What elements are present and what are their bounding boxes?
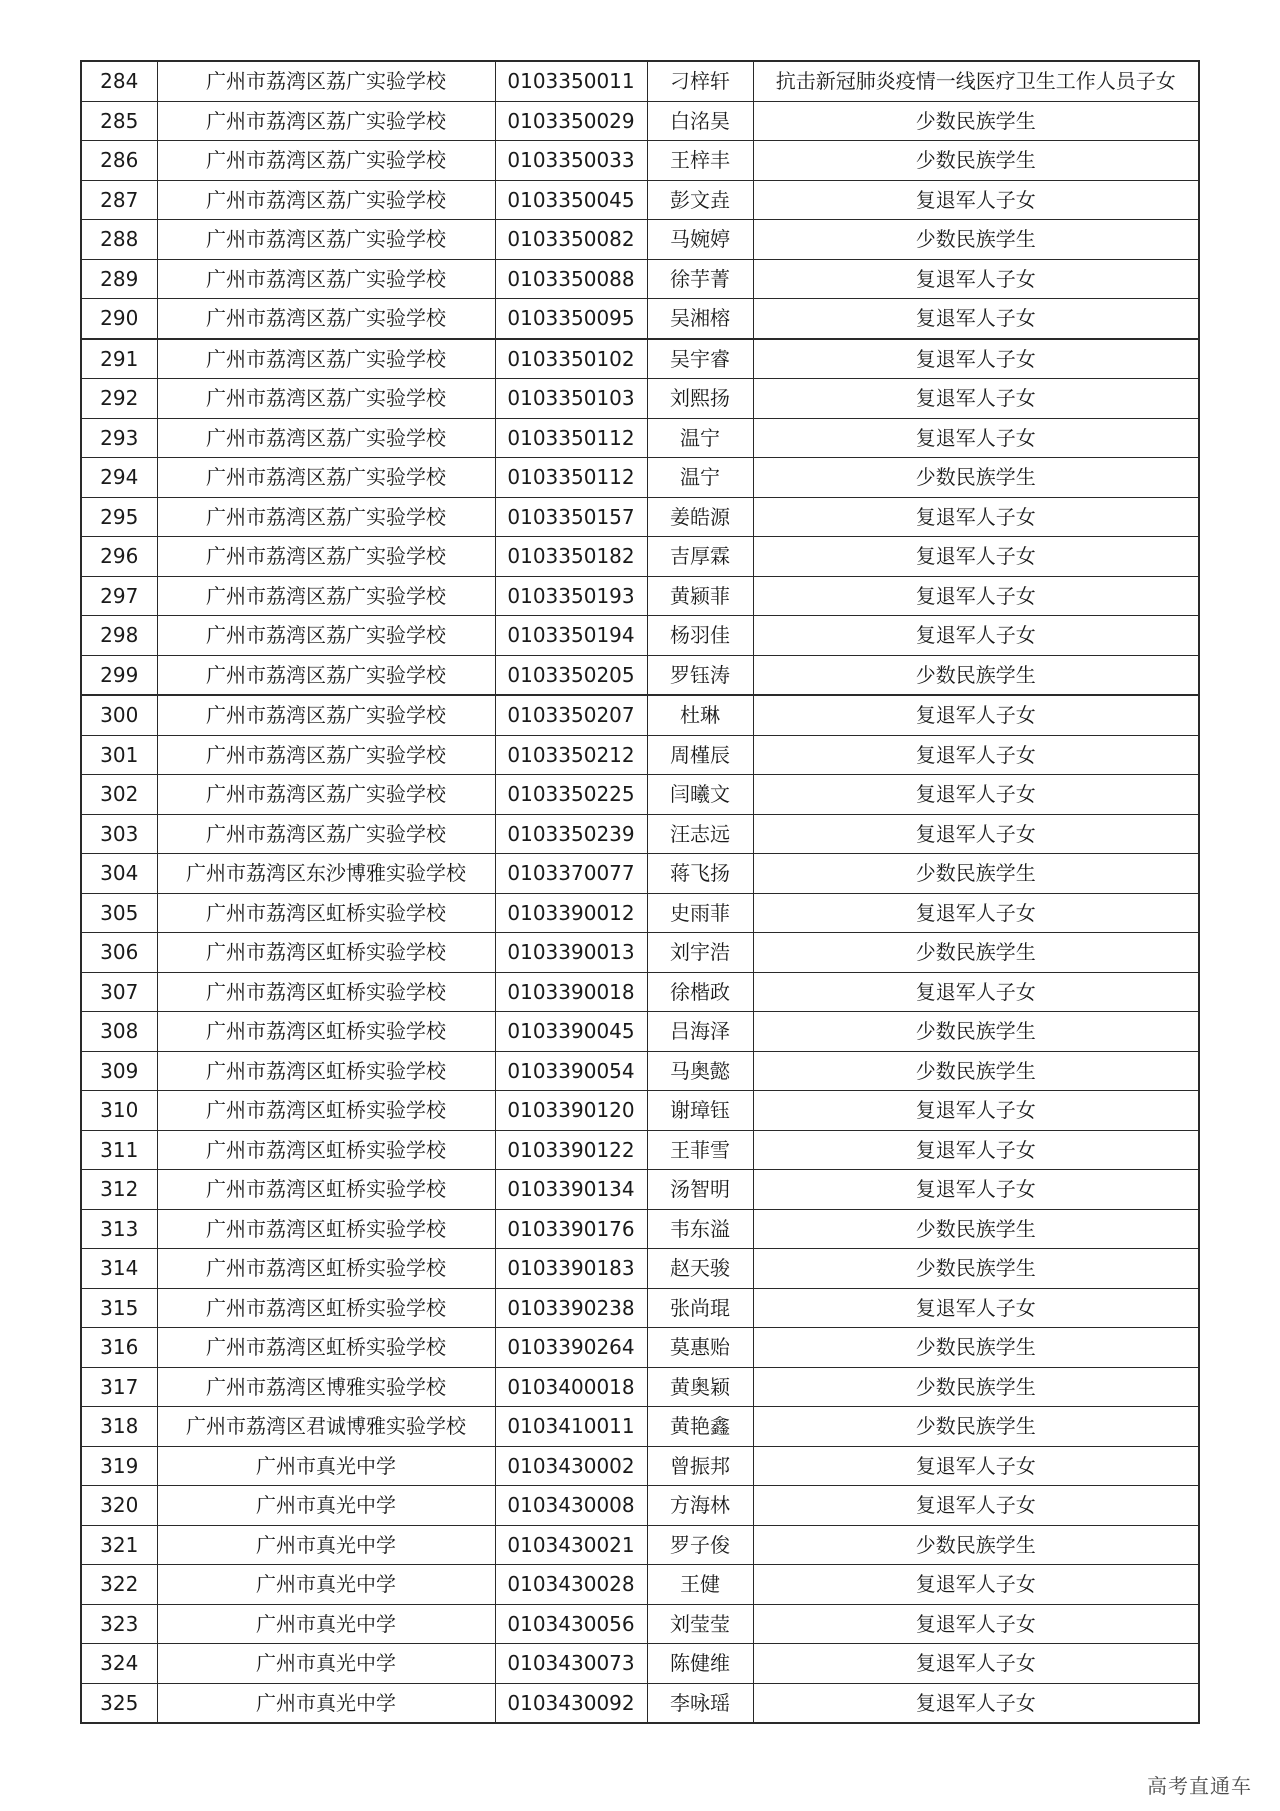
school-cell: 广州市荔湾区荔广实验学校 xyxy=(157,814,495,854)
school-cell: 广州市荔湾区荔广实验学校 xyxy=(157,339,495,379)
student-name-cell: 罗钰涛 xyxy=(647,655,753,695)
category-cell: 复退军人子女 xyxy=(753,576,1199,616)
category-cell: 复退军人子女 xyxy=(753,1486,1199,1526)
table-row xyxy=(81,576,1199,616)
category-cell: 复退军人子女 xyxy=(753,1565,1199,1605)
student-list-body xyxy=(81,61,1199,1723)
student-name-cell: 汤智明 xyxy=(647,1170,753,1210)
table-row xyxy=(81,1446,1199,1486)
row-number-cell: 297 xyxy=(81,576,157,616)
student-id-cell: 0103390054 xyxy=(495,1051,647,1091)
category-cell: 复退军人子女 xyxy=(753,180,1199,220)
student-id-cell: 0103350103 xyxy=(495,379,647,419)
school-cell: 广州市真光中学 xyxy=(157,1683,495,1723)
table-row xyxy=(81,1091,1199,1131)
category-cell: 少数民族学生 xyxy=(753,101,1199,141)
row-number-cell: 311 xyxy=(81,1130,157,1170)
student-name-cell: 姜皓源 xyxy=(647,497,753,537)
school-cell: 广州市荔湾区荔广实验学校 xyxy=(157,299,495,339)
student-name-cell: 韦东溢 xyxy=(647,1209,753,1249)
row-number-cell: 306 xyxy=(81,933,157,973)
row-number-cell: 301 xyxy=(81,735,157,775)
school-cell: 广州市荔湾区虹桥实验学校 xyxy=(157,972,495,1012)
category-cell: 复退军人子女 xyxy=(753,616,1199,656)
row-number-cell: 298 xyxy=(81,616,157,656)
table-row xyxy=(81,259,1199,299)
table-row xyxy=(81,1012,1199,1052)
table-row xyxy=(81,854,1199,894)
row-number-cell: 322 xyxy=(81,1565,157,1605)
school-cell: 广州市荔湾区荔广实验学校 xyxy=(157,458,495,498)
student-id-cell: 0103370077 xyxy=(495,854,647,894)
row-number-cell: 304 xyxy=(81,854,157,894)
category-cell: 复退军人子女 xyxy=(753,893,1199,933)
school-cell: 广州市荔湾区荔广实验学校 xyxy=(157,497,495,537)
student-id-cell: 0103350082 xyxy=(495,220,647,260)
student-name-cell: 蒋飞扬 xyxy=(647,854,753,894)
student-name-cell: 刘熙扬 xyxy=(647,379,753,419)
row-number-cell: 289 xyxy=(81,259,157,299)
student-id-cell: 0103350095 xyxy=(495,299,647,339)
table-row xyxy=(81,1525,1199,1565)
table-row xyxy=(81,299,1199,339)
student-name-cell: 谢璋钰 xyxy=(647,1091,753,1131)
category-cell: 少数民族学生 xyxy=(753,1209,1199,1249)
school-cell: 广州市荔湾区荔广实验学校 xyxy=(157,379,495,419)
student-id-cell: 0103350194 xyxy=(495,616,647,656)
row-number-cell: 303 xyxy=(81,814,157,854)
student-name-cell: 罗子俊 xyxy=(647,1525,753,1565)
row-number-cell: 290 xyxy=(81,299,157,339)
student-name-cell: 吴宇睿 xyxy=(647,339,753,379)
category-cell: 少数民族学生 xyxy=(753,1407,1199,1447)
student-name-cell: 马婉婷 xyxy=(647,220,753,260)
category-cell: 复退军人子女 xyxy=(753,1644,1199,1684)
table-row xyxy=(81,220,1199,260)
school-cell: 广州市荔湾区荔广实验学校 xyxy=(157,616,495,656)
row-number-cell: 284 xyxy=(81,61,157,101)
student-name-cell: 莫惠贻 xyxy=(647,1328,753,1368)
student-id-cell: 0103390134 xyxy=(495,1170,647,1210)
student-name-cell: 黄颍菲 xyxy=(647,576,753,616)
category-cell: 复退军人子女 xyxy=(753,418,1199,458)
row-number-cell: 318 xyxy=(81,1407,157,1447)
row-number-cell: 308 xyxy=(81,1012,157,1052)
row-number-cell: 325 xyxy=(81,1683,157,1723)
student-name-cell: 吴湘榕 xyxy=(647,299,753,339)
table-row xyxy=(81,1367,1199,1407)
school-cell: 广州市荔湾区荔广实验学校 xyxy=(157,537,495,577)
row-number-cell: 323 xyxy=(81,1604,157,1644)
student-name-cell: 彭文垚 xyxy=(647,180,753,220)
student-name-cell: 温宁 xyxy=(647,458,753,498)
school-cell: 广州市荔湾区荔广实验学校 xyxy=(157,220,495,260)
category-cell: 复退军人子女 xyxy=(753,1288,1199,1328)
row-number-cell: 294 xyxy=(81,458,157,498)
row-number-cell: 314 xyxy=(81,1249,157,1289)
table-row xyxy=(81,972,1199,1012)
student-id-cell: 0103390045 xyxy=(495,1012,647,1052)
table-row xyxy=(81,497,1199,537)
table-row xyxy=(81,61,1199,101)
category-cell: 复退军人子女 xyxy=(753,1091,1199,1131)
table-row xyxy=(81,655,1199,695)
row-number-cell: 295 xyxy=(81,497,157,537)
table-row xyxy=(81,1328,1199,1368)
student-name-cell: 陈健维 xyxy=(647,1644,753,1684)
category-cell: 少数民族学生 xyxy=(753,1051,1199,1091)
school-cell: 广州市荔湾区荔广实验学校 xyxy=(157,735,495,775)
row-number-cell: 321 xyxy=(81,1525,157,1565)
row-number-cell: 312 xyxy=(81,1170,157,1210)
student-name-cell: 曾振邦 xyxy=(647,1446,753,1486)
table-row xyxy=(81,616,1199,656)
student-id-cell: 0103430056 xyxy=(495,1604,647,1644)
student-id-cell: 0103350088 xyxy=(495,259,647,299)
table-row xyxy=(81,418,1199,458)
table-row xyxy=(81,458,1199,498)
student-name-cell: 白洺昊 xyxy=(647,101,753,141)
student-id-cell: 0103430092 xyxy=(495,1683,647,1723)
school-cell: 广州市荔湾区虹桥实验学校 xyxy=(157,893,495,933)
category-cell: 复退军人子女 xyxy=(753,814,1199,854)
student-id-cell: 0103350029 xyxy=(495,101,647,141)
student-id-cell: 0103350157 xyxy=(495,497,647,537)
category-cell: 复退军人子女 xyxy=(753,537,1199,577)
table-row xyxy=(81,1644,1199,1684)
student-id-cell: 0103390183 xyxy=(495,1249,647,1289)
school-cell: 广州市荔湾区荔广实验学校 xyxy=(157,695,495,735)
student-id-cell: 0103430002 xyxy=(495,1446,647,1486)
table-row xyxy=(81,933,1199,973)
table-row xyxy=(81,1604,1199,1644)
school-cell: 广州市荔湾区荔广实验学校 xyxy=(157,418,495,458)
school-cell: 广州市荔湾区虹桥实验学校 xyxy=(157,1288,495,1328)
category-cell: 少数民族学生 xyxy=(753,458,1199,498)
table-row xyxy=(81,735,1199,775)
category-cell: 少数民族学生 xyxy=(753,1249,1199,1289)
row-number-cell: 302 xyxy=(81,775,157,815)
student-list-table xyxy=(80,60,1200,1724)
category-cell: 复退军人子女 xyxy=(753,259,1199,299)
table-row xyxy=(81,1170,1199,1210)
category-cell: 复退军人子女 xyxy=(753,1130,1199,1170)
student-name-cell: 王健 xyxy=(647,1565,753,1605)
school-cell: 广州市荔湾区虹桥实验学校 xyxy=(157,1012,495,1052)
row-number-cell: 320 xyxy=(81,1486,157,1526)
row-number-cell: 287 xyxy=(81,180,157,220)
table-row xyxy=(81,141,1199,181)
student-id-cell: 0103390122 xyxy=(495,1130,647,1170)
student-name-cell: 赵天骏 xyxy=(647,1249,753,1289)
student-id-cell: 0103350033 xyxy=(495,141,647,181)
student-name-cell: 方海林 xyxy=(647,1486,753,1526)
school-cell: 广州市荔湾区虹桥实验学校 xyxy=(157,1051,495,1091)
student-id-cell: 0103350112 xyxy=(495,418,647,458)
category-cell: 复退军人子女 xyxy=(753,1604,1199,1644)
student-name-cell: 闫曦文 xyxy=(647,775,753,815)
category-cell: 复退军人子女 xyxy=(753,972,1199,1012)
row-number-cell: 293 xyxy=(81,418,157,458)
student-name-cell: 史雨菲 xyxy=(647,893,753,933)
student-id-cell: 0103350205 xyxy=(495,655,647,695)
student-id-cell: 0103400018 xyxy=(495,1367,647,1407)
school-cell: 广州市真光中学 xyxy=(157,1604,495,1644)
student-id-cell: 0103350102 xyxy=(495,339,647,379)
table-row xyxy=(81,1486,1199,1526)
school-cell: 广州市荔湾区虹桥实验学校 xyxy=(157,1130,495,1170)
student-id-cell: 0103430028 xyxy=(495,1565,647,1605)
row-number-cell: 292 xyxy=(81,379,157,419)
row-number-cell: 317 xyxy=(81,1367,157,1407)
student-id-cell: 0103350045 xyxy=(495,180,647,220)
student-name-cell: 黄奥颖 xyxy=(647,1367,753,1407)
row-number-cell: 291 xyxy=(81,339,157,379)
row-number-cell: 316 xyxy=(81,1328,157,1368)
student-id-cell: 0103390238 xyxy=(495,1288,647,1328)
student-name-cell: 刘莹莹 xyxy=(647,1604,753,1644)
student-id-cell: 0103350212 xyxy=(495,735,647,775)
school-cell: 广州市荔湾区博雅实验学校 xyxy=(157,1367,495,1407)
school-cell: 广州市荔湾区虹桥实验学校 xyxy=(157,1170,495,1210)
student-name-cell: 杨羽佳 xyxy=(647,616,753,656)
row-number-cell: 300 xyxy=(81,695,157,735)
category-cell: 复退军人子女 xyxy=(753,735,1199,775)
student-name-cell: 温宁 xyxy=(647,418,753,458)
school-cell: 广州市荔湾区东沙博雅实验学校 xyxy=(157,854,495,894)
table-row xyxy=(81,537,1199,577)
table-row xyxy=(81,695,1199,735)
school-cell: 广州市荔湾区荔广实验学校 xyxy=(157,576,495,616)
student-name-cell: 吉厚霖 xyxy=(647,537,753,577)
category-cell: 少数民族学生 xyxy=(753,854,1199,894)
category-cell: 少数民族学生 xyxy=(753,1367,1199,1407)
school-cell: 广州市荔湾区荔广实验学校 xyxy=(157,61,495,101)
student-id-cell: 0103350225 xyxy=(495,775,647,815)
category-cell: 复退军人子女 xyxy=(753,695,1199,735)
student-name-cell: 汪志远 xyxy=(647,814,753,854)
student-id-cell: 0103390012 xyxy=(495,893,647,933)
row-number-cell: 319 xyxy=(81,1446,157,1486)
school-cell: 广州市荔湾区荔广实验学校 xyxy=(157,775,495,815)
student-id-cell: 0103350011 xyxy=(495,61,647,101)
student-id-cell: 0103430073 xyxy=(495,1644,647,1684)
student-name-cell: 王梓丰 xyxy=(647,141,753,181)
student-id-cell: 0103390013 xyxy=(495,933,647,973)
row-number-cell: 309 xyxy=(81,1051,157,1091)
school-cell: 广州市荔湾区荔广实验学校 xyxy=(157,141,495,181)
category-cell: 复退军人子女 xyxy=(753,1683,1199,1723)
row-number-cell: 324 xyxy=(81,1644,157,1684)
student-name-cell: 周槿辰 xyxy=(647,735,753,775)
student-name-cell: 李咏瑶 xyxy=(647,1683,753,1723)
table-row xyxy=(81,180,1199,220)
student-name-cell: 吕海泽 xyxy=(647,1012,753,1052)
category-cell: 复退军人子女 xyxy=(753,379,1199,419)
category-cell: 复退军人子女 xyxy=(753,497,1199,537)
student-id-cell: 0103390120 xyxy=(495,1091,647,1131)
student-name-cell: 刘宇浩 xyxy=(647,933,753,973)
student-id-cell: 0103390264 xyxy=(495,1328,647,1368)
student-id-cell: 0103410011 xyxy=(495,1407,647,1447)
category-cell: 少数民族学生 xyxy=(753,220,1199,260)
row-number-cell: 288 xyxy=(81,220,157,260)
student-name-cell: 杜琳 xyxy=(647,695,753,735)
student-id-cell: 0103430008 xyxy=(495,1486,647,1526)
row-number-cell: 313 xyxy=(81,1209,157,1249)
student-id-cell: 0103350239 xyxy=(495,814,647,854)
table-row xyxy=(81,1407,1199,1447)
school-cell: 广州市真光中学 xyxy=(157,1644,495,1684)
table-row xyxy=(81,1565,1199,1605)
student-id-cell: 0103350193 xyxy=(495,576,647,616)
category-cell: 少数民族学生 xyxy=(753,933,1199,973)
student-name-cell: 徐芋菁 xyxy=(647,259,753,299)
row-number-cell: 286 xyxy=(81,141,157,181)
school-cell: 广州市荔湾区虹桥实验学校 xyxy=(157,1209,495,1249)
category-cell: 复退军人子女 xyxy=(753,775,1199,815)
category-cell: 抗击新冠肺炎疫情一线医疗卫生工作人员子女 xyxy=(753,61,1199,101)
table-row xyxy=(81,101,1199,141)
table-row xyxy=(81,1683,1199,1723)
student-name-cell: 马奥懿 xyxy=(647,1051,753,1091)
table-row xyxy=(81,893,1199,933)
student-id-cell: 0103430021 xyxy=(495,1525,647,1565)
school-cell: 广州市真光中学 xyxy=(157,1525,495,1565)
student-id-cell: 0103350207 xyxy=(495,695,647,735)
category-cell: 少数民族学生 xyxy=(753,141,1199,181)
category-cell: 复退军人子女 xyxy=(753,1170,1199,1210)
school-cell: 广州市荔湾区荔广实验学校 xyxy=(157,180,495,220)
table-row xyxy=(81,775,1199,815)
student-id-cell: 0103390176 xyxy=(495,1209,647,1249)
student-name-cell: 刁梓轩 xyxy=(647,61,753,101)
table-row xyxy=(81,1288,1199,1328)
school-cell: 广州市荔湾区虹桥实验学校 xyxy=(157,1091,495,1131)
school-cell: 广州市荔湾区虹桥实验学校 xyxy=(157,1328,495,1368)
category-cell: 复退军人子女 xyxy=(753,299,1199,339)
school-cell: 广州市真光中学 xyxy=(157,1446,495,1486)
table-row xyxy=(81,1051,1199,1091)
row-number-cell: 315 xyxy=(81,1288,157,1328)
row-number-cell: 305 xyxy=(81,893,157,933)
school-cell: 广州市荔湾区虹桥实验学校 xyxy=(157,1249,495,1289)
school-cell: 广州市真光中学 xyxy=(157,1565,495,1605)
watermark-text: 高考直通车 xyxy=(1147,1774,1252,1798)
student-name-cell: 王菲雪 xyxy=(647,1130,753,1170)
student-id-cell: 0103350112 xyxy=(495,458,647,498)
school-cell: 广州市荔湾区虹桥实验学校 xyxy=(157,933,495,973)
table-row xyxy=(81,1209,1199,1249)
school-cell: 广州市荔湾区君诚博雅实验学校 xyxy=(157,1407,495,1447)
student-name-cell: 张尚琨 xyxy=(647,1288,753,1328)
student-id-cell: 0103350182 xyxy=(495,537,647,577)
school-cell: 广州市荔湾区荔广实验学校 xyxy=(157,259,495,299)
school-cell: 广州市荔湾区荔广实验学校 xyxy=(157,655,495,695)
row-number-cell: 285 xyxy=(81,101,157,141)
row-number-cell: 307 xyxy=(81,972,157,1012)
row-number-cell: 310 xyxy=(81,1091,157,1131)
category-cell: 少数民族学生 xyxy=(753,655,1199,695)
category-cell: 少数民族学生 xyxy=(753,1328,1199,1368)
category-cell: 复退军人子女 xyxy=(753,1446,1199,1486)
student-name-cell: 徐楷政 xyxy=(647,972,753,1012)
category-cell: 少数民族学生 xyxy=(753,1012,1199,1052)
student-name-cell: 黄艳鑫 xyxy=(647,1407,753,1447)
row-number-cell: 296 xyxy=(81,537,157,577)
row-number-cell: 299 xyxy=(81,655,157,695)
school-cell: 广州市荔湾区荔广实验学校 xyxy=(157,101,495,141)
table-row xyxy=(81,1130,1199,1170)
category-cell: 少数民族学生 xyxy=(753,1525,1199,1565)
table-row xyxy=(81,814,1199,854)
table-row xyxy=(81,339,1199,379)
school-cell: 广州市真光中学 xyxy=(157,1486,495,1526)
category-cell: 复退军人子女 xyxy=(753,339,1199,379)
student-id-cell: 0103390018 xyxy=(495,972,647,1012)
table-row xyxy=(81,379,1199,419)
table-row xyxy=(81,1249,1199,1289)
